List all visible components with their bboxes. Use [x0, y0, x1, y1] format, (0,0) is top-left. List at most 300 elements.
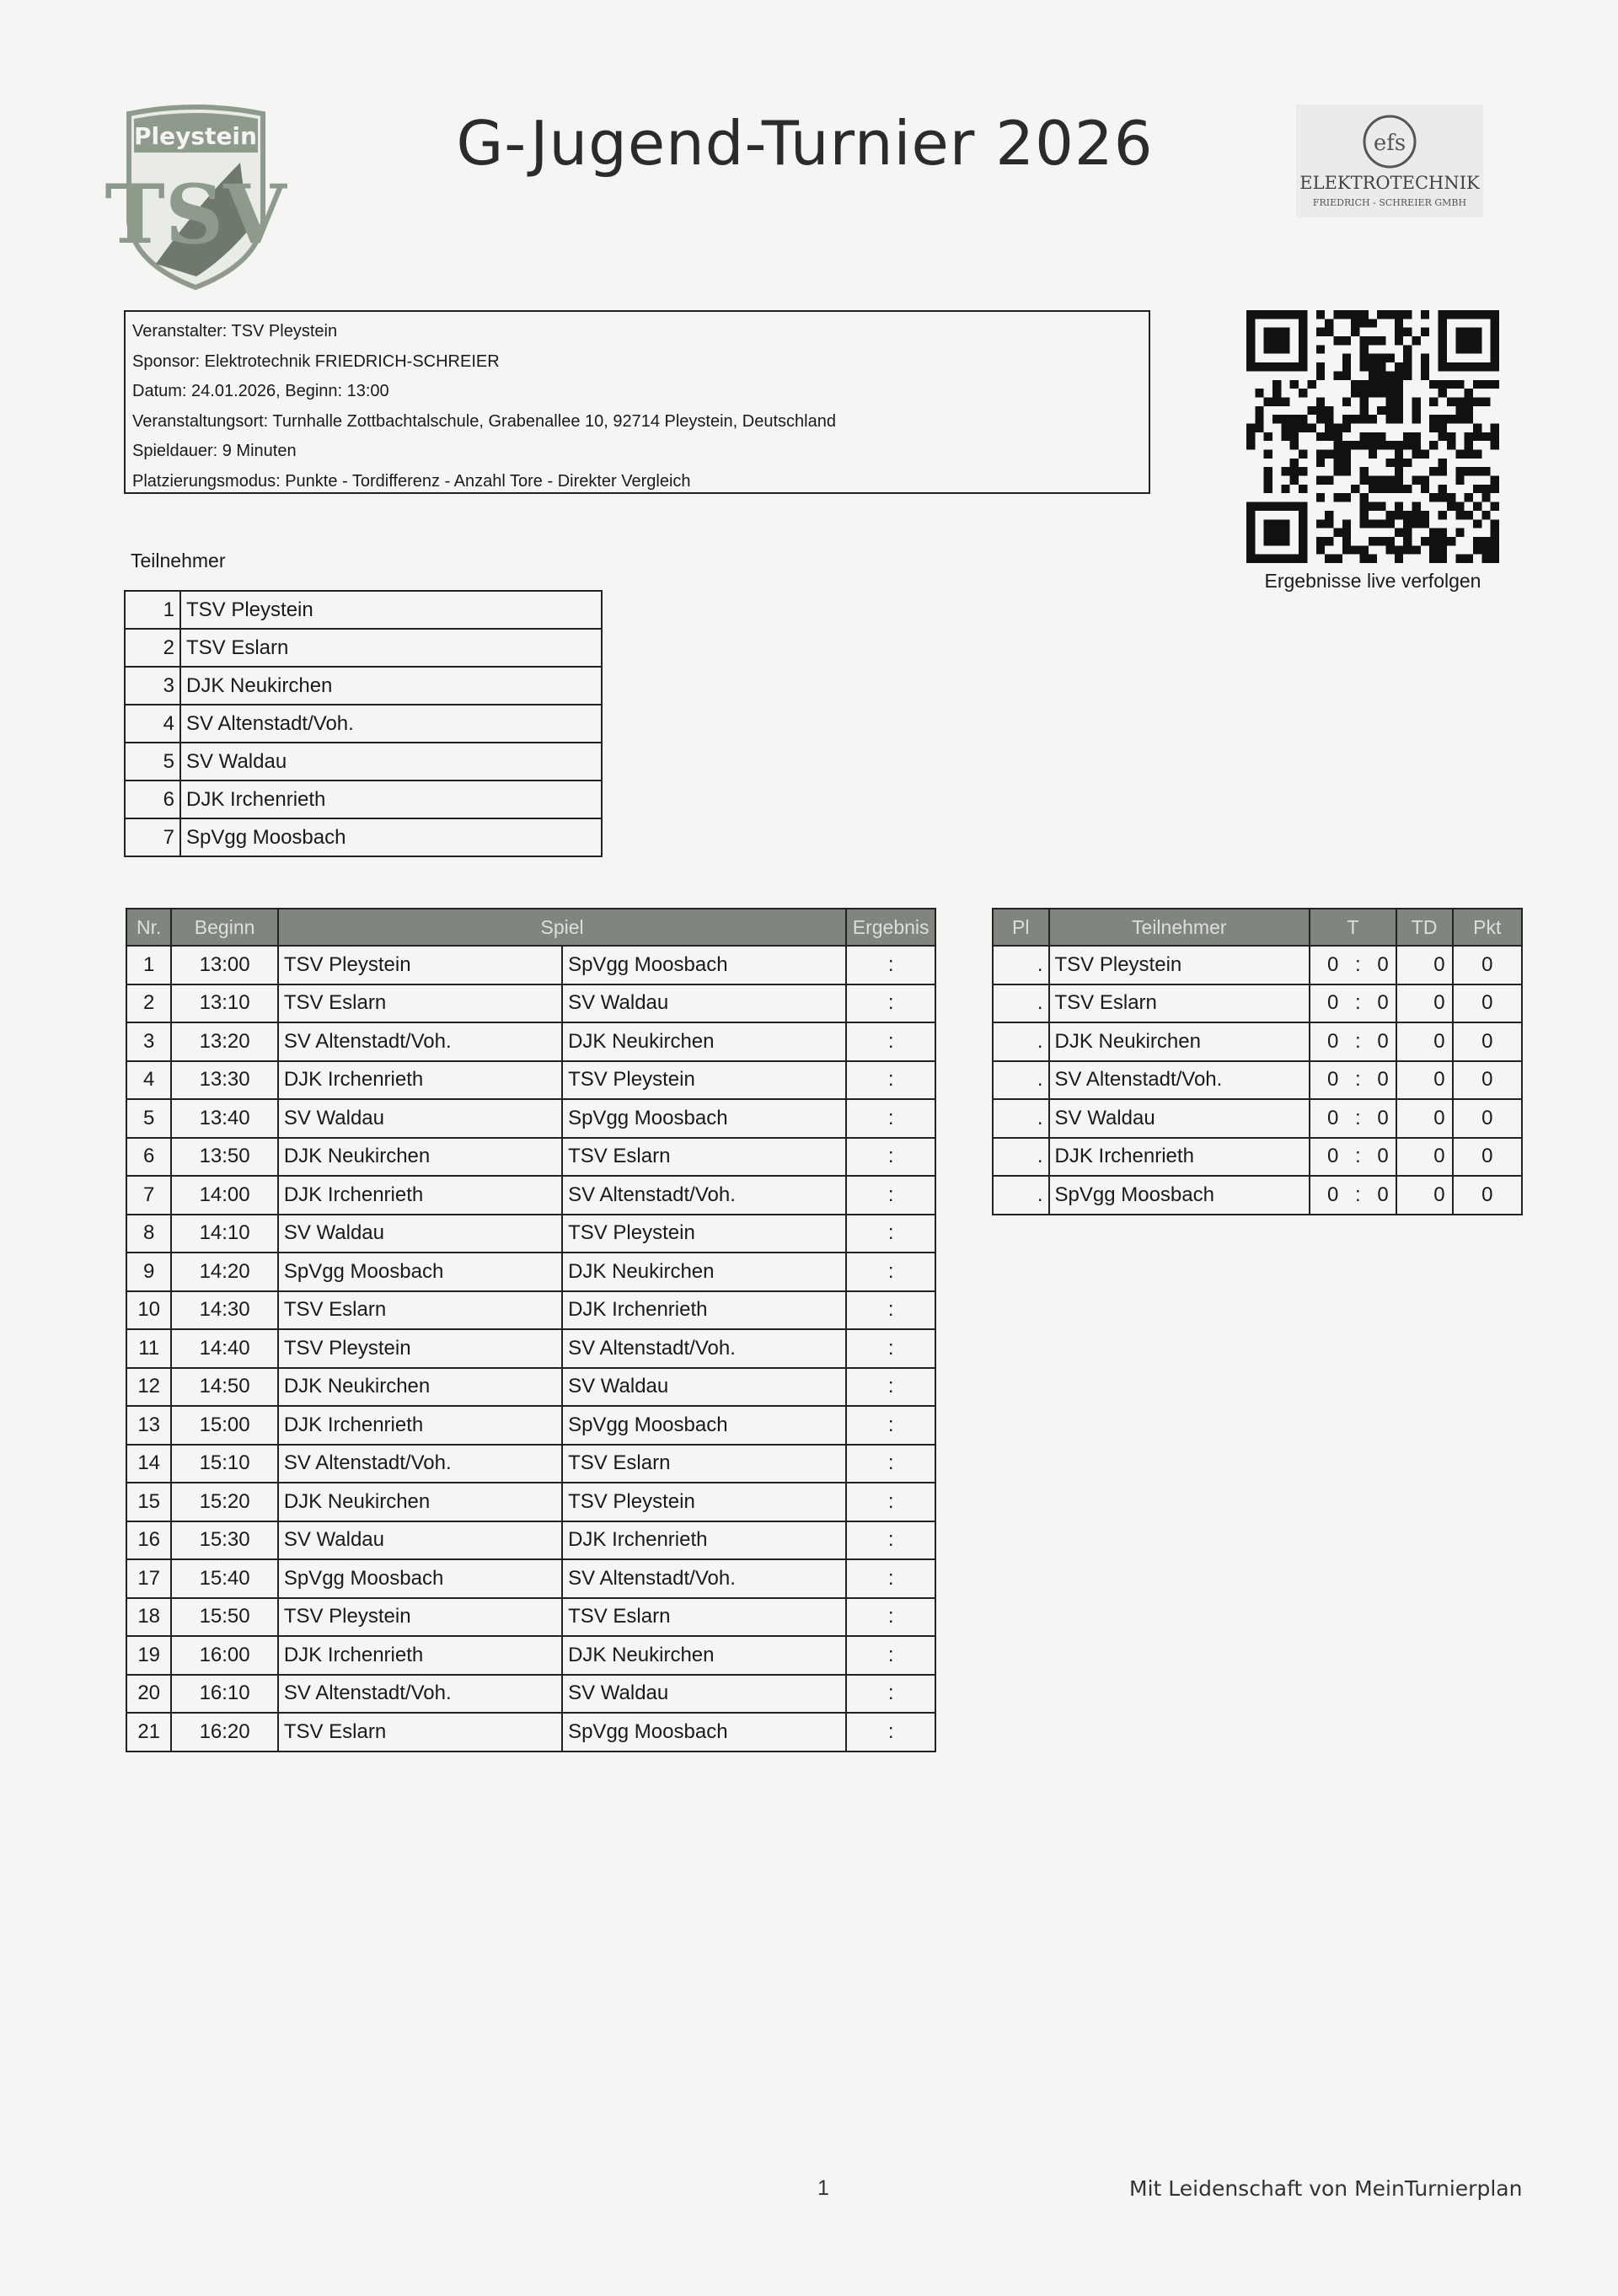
qr-module [1403, 362, 1412, 371]
match-number: 3 [126, 1022, 171, 1061]
standings-goal-difference: 0 [1396, 1022, 1453, 1061]
qr-module [1403, 459, 1412, 467]
match-home-team: TSV Pleystein [278, 1598, 562, 1637]
qr-module [1290, 380, 1299, 389]
goals-against: 0 [1377, 991, 1389, 1015]
qr-module [1359, 502, 1368, 511]
standings-goal-difference: 0 [1396, 1061, 1453, 1100]
qr-module [1272, 397, 1281, 405]
qr-module [1395, 555, 1403, 563]
qr-module [1386, 354, 1395, 362]
qr-module [1465, 406, 1473, 415]
match-home-team: TSV Pleystein [278, 1329, 562, 1368]
standings-goals [1310, 1099, 1396, 1138]
qr-module [1455, 415, 1464, 423]
qr-module [1333, 528, 1342, 537]
qr-module [1439, 528, 1447, 537]
standings-place: . [993, 1176, 1049, 1215]
match-number: 10 [126, 1291, 171, 1330]
qr-module [1255, 415, 1263, 423]
participant-name: TSV Eslarn [180, 629, 602, 667]
qr-module [1412, 397, 1421, 405]
info-spieldauer: Spieldauer: 9 Minuten [132, 442, 297, 460]
standings-header-t: T [1310, 909, 1396, 946]
qr-module [1264, 467, 1272, 475]
qr-module [1325, 406, 1333, 415]
qr-module [1421, 450, 1429, 459]
match-time: 15:50 [171, 1598, 277, 1637]
standings-row [993, 1061, 1522, 1100]
qr-module [1369, 354, 1377, 362]
participants-heading: Teilnehmer [131, 550, 226, 571]
match-home-team: TSV Eslarn [278, 984, 562, 1023]
match-number: 1 [126, 946, 171, 984]
qr-module [1359, 476, 1368, 485]
goals-pair [1310, 953, 1396, 977]
footer-credit: Mit Leidenschaft von MeinTurnierplan [1129, 2176, 1523, 2201]
match-time: 16:10 [171, 1675, 277, 1714]
qr-module [1439, 493, 1447, 502]
qr-module [1342, 459, 1351, 467]
qr-module [1465, 432, 1473, 441]
match-away-team: TSV Eslarn [562, 1138, 846, 1177]
standings-goals [1310, 946, 1396, 984]
match-row [126, 1368, 935, 1407]
match-row [126, 1713, 935, 1752]
match-home-team: SV Waldau [278, 1521, 562, 1560]
qr-module [1447, 537, 1455, 545]
qr-module [1342, 493, 1351, 502]
goals-against: 0 [1377, 1183, 1389, 1206]
qr-module [1455, 450, 1464, 459]
match-home-team: DJK Irchenrieth [278, 1406, 562, 1445]
qr-module [1377, 537, 1385, 545]
qr-module [1377, 406, 1385, 415]
page-title: G-Jugend-Turnier 2026 [456, 108, 1154, 179]
match-away-team: SV Altenstadt/Voh. [562, 1329, 846, 1368]
match-home-team: DJK Neukirchen [278, 1483, 562, 1521]
qr-module [1386, 406, 1395, 415]
qr-module [1386, 380, 1395, 389]
qr-module [1281, 485, 1289, 493]
standings-place: . [993, 1022, 1049, 1061]
qr-module [1299, 415, 1307, 423]
qr-module [1491, 485, 1499, 493]
goals-separator: : [1355, 1183, 1361, 1206]
qr-module [1465, 450, 1473, 459]
qr-module [1333, 493, 1342, 502]
qr-module [1272, 380, 1281, 389]
qr-module [1359, 467, 1368, 475]
qr-module [1395, 415, 1403, 423]
goals-against: 0 [1377, 1145, 1389, 1168]
qr-module [1386, 389, 1395, 397]
qr-module [1491, 502, 1499, 511]
qr-module [1421, 511, 1429, 519]
participant-row [125, 705, 602, 743]
qr-module [1342, 519, 1351, 528]
qr-module [1359, 519, 1368, 528]
qr-module [1369, 371, 1377, 379]
match-time: 14:10 [171, 1215, 277, 1253]
standings-team: SV Waldau [1049, 1099, 1310, 1138]
qr-module [1369, 336, 1377, 345]
qr-module [1386, 537, 1395, 545]
qr-module [1272, 389, 1281, 397]
qr-module [1421, 476, 1429, 485]
qr-module [1447, 493, 1455, 502]
standings-team: SpVgg Moosbach [1049, 1176, 1310, 1215]
qr-caption: Ergebnisse live verfolgen [1264, 570, 1481, 592]
qr-module [1264, 397, 1272, 405]
qr-module [1421, 362, 1429, 371]
qr-module [1395, 511, 1403, 519]
qr-module [1272, 415, 1281, 423]
match-home-team: SV Altenstadt/Voh. [278, 1445, 562, 1483]
qr-module [1403, 310, 1412, 319]
match-away-team: TSV Pleystein [562, 1483, 846, 1521]
match-home-team: SV Waldau [278, 1215, 562, 1253]
match-number: 6 [126, 1138, 171, 1177]
qr-module [1403, 511, 1412, 519]
qr-module [1316, 537, 1325, 545]
qr-module [1369, 432, 1377, 441]
qr-code[interactable] [1246, 310, 1500, 563]
qr-module [1359, 310, 1368, 319]
match-away-team: SV Altenstadt/Voh. [562, 1176, 846, 1215]
match-number: 19 [126, 1636, 171, 1675]
qr-module [1255, 423, 1263, 432]
qr-module [1429, 545, 1438, 554]
qr-module [1377, 336, 1385, 345]
standings-goals [1310, 1176, 1396, 1215]
qr-module [1342, 450, 1351, 459]
qr-module [1439, 555, 1447, 563]
match-away-team: SV Waldau [562, 1675, 846, 1714]
match-number: 17 [126, 1559, 171, 1598]
qr-module [1473, 397, 1481, 405]
standings-row [993, 1138, 1522, 1177]
qr-module [1299, 467, 1307, 475]
qr-module [1316, 397, 1325, 405]
qr-module [1473, 537, 1481, 545]
match-home-team: TSV Eslarn [278, 1713, 562, 1752]
qr-module [1412, 432, 1421, 441]
qr-module [1264, 432, 1272, 441]
goals-separator: : [1355, 991, 1361, 1015]
qr-module [1439, 415, 1447, 423]
qr-module [1429, 380, 1438, 389]
match-home-team: DJK Neukirchen [278, 1138, 562, 1177]
qr-module [1281, 467, 1289, 475]
qr-module [1359, 380, 1368, 389]
qr-module [1342, 310, 1351, 319]
qr-module [1395, 380, 1403, 389]
qr-module [1342, 545, 1351, 554]
qr-module [1299, 485, 1307, 493]
qr-module [1439, 467, 1447, 475]
qr-module [1299, 423, 1307, 432]
standings-goal-difference: 0 [1396, 984, 1453, 1023]
qr-module [1395, 319, 1403, 327]
qr-module [1455, 397, 1464, 405]
qr-module [1299, 389, 1307, 397]
qr-module [1403, 328, 1412, 336]
qr-module [1333, 336, 1342, 345]
qr-module [1412, 476, 1421, 485]
qr-module [1307, 423, 1315, 432]
qr-module [1403, 545, 1412, 554]
standings-points: 0 [1453, 984, 1522, 1023]
qr-module [1316, 362, 1325, 371]
match-row [126, 1598, 935, 1637]
qr-module [1359, 545, 1368, 554]
match-number: 9 [126, 1253, 171, 1291]
qr-module [1421, 519, 1429, 528]
qr-module [1351, 389, 1359, 397]
qr-module [1491, 555, 1499, 563]
qr-module [1359, 345, 1368, 353]
match-away-team: DJK Neukirchen [562, 1253, 846, 1291]
qr-module [1395, 485, 1403, 493]
qr-module [1481, 467, 1490, 475]
match-time: 16:00 [171, 1636, 277, 1675]
qr-module [1316, 545, 1325, 554]
qr-module [1465, 441, 1473, 449]
goals-separator: : [1355, 1029, 1361, 1053]
match-number: 16 [126, 1521, 171, 1560]
qr-module [1439, 537, 1447, 545]
qr-module [1351, 415, 1359, 423]
qr-module [1386, 519, 1395, 528]
qr-module [1386, 485, 1395, 493]
match-row [126, 1215, 935, 1253]
standings-row [993, 1022, 1522, 1061]
participant-name: DJK Neukirchen [180, 667, 602, 705]
qr-module [1447, 415, 1455, 423]
qr-module [1377, 432, 1385, 441]
qr-module [1395, 406, 1403, 415]
qr-module [1316, 415, 1325, 423]
qr-module [1429, 528, 1438, 537]
match-time: 14:40 [171, 1329, 277, 1368]
qr-module [1395, 528, 1403, 537]
qr-module [1412, 545, 1421, 554]
match-row [126, 1061, 935, 1100]
qr-module [1491, 476, 1499, 485]
qr-module [1473, 450, 1481, 459]
qr-module [1377, 371, 1385, 379]
standings-place: . [993, 1138, 1049, 1177]
qr-module [1439, 432, 1447, 441]
qr-module [1333, 450, 1342, 459]
qr-module [1386, 397, 1395, 405]
qr-module [1369, 415, 1377, 423]
qr-module [1351, 380, 1359, 389]
match-row [126, 1291, 935, 1330]
qr-module [1439, 423, 1447, 432]
match-result: : [846, 1138, 935, 1177]
qr-module [1307, 406, 1315, 415]
match-result: : [846, 1521, 935, 1560]
participant-row [125, 743, 602, 781]
qr-finder-inner [1264, 519, 1290, 545]
qr-module [1447, 432, 1455, 441]
match-away-team: SV Altenstadt/Voh. [562, 1559, 846, 1598]
match-number: 15 [126, 1483, 171, 1521]
participant-name: TSV Pleystein [180, 591, 602, 629]
match-result: : [846, 946, 935, 984]
qr-module [1447, 397, 1455, 405]
match-row [126, 1176, 935, 1215]
match-result: : [846, 1713, 935, 1752]
qr-module [1473, 380, 1481, 389]
qr-module [1299, 450, 1307, 459]
qr-module [1473, 485, 1481, 493]
qr-module [1439, 389, 1447, 397]
sponsor-logo [1296, 105, 1483, 217]
sponsor-logo-mark: efs [1373, 131, 1406, 156]
match-result: : [846, 1022, 935, 1061]
schedule-header-begin: Beginn [171, 909, 277, 946]
match-time: 13:00 [171, 946, 277, 984]
qr-module [1281, 397, 1289, 405]
match-row [126, 1253, 935, 1291]
qr-module [1333, 423, 1342, 432]
participants-table [124, 590, 603, 857]
qr-module [1421, 328, 1429, 336]
match-number: 13 [126, 1406, 171, 1445]
match-time: 14:50 [171, 1368, 277, 1407]
match-time: 14:00 [171, 1176, 277, 1215]
qr-module [1342, 354, 1351, 362]
qr-module [1473, 467, 1481, 475]
schedule-header-ergebnis: Ergebnis [846, 909, 935, 946]
qr-module [1325, 519, 1333, 528]
match-home-team: SV Altenstadt/Voh. [278, 1022, 562, 1061]
qr-module [1395, 389, 1403, 397]
qr-module [1369, 389, 1377, 397]
goals-against: 0 [1377, 952, 1389, 976]
match-result: : [846, 1329, 935, 1368]
qr-module [1264, 485, 1272, 493]
qr-module [1465, 555, 1473, 563]
standings-goals [1310, 984, 1396, 1023]
qr-module [1395, 371, 1403, 379]
standings-header-pkt: Pkt [1453, 909, 1522, 946]
qr-module [1429, 423, 1438, 432]
qr-module [1395, 502, 1403, 511]
standings-points: 0 [1453, 1176, 1522, 1215]
participant-number: 4 [125, 705, 180, 743]
match-away-team: SV Waldau [562, 1368, 846, 1407]
qr-module [1351, 310, 1359, 319]
info-ort: Veranstaltungsort: Turnhalle Zottbachtalschule, Grabenallee 10, 92714 Pleystein, Deutschland [132, 411, 836, 431]
participant-row [125, 667, 602, 705]
participant-name: DJK Irchenrieth [180, 781, 602, 818]
schedule-table [126, 908, 936, 1752]
match-away-team: TSV Pleystein [562, 1061, 846, 1100]
qr-module [1439, 459, 1447, 467]
match-home-team: SpVgg Moosbach [278, 1559, 562, 1598]
standings-place: . [993, 946, 1049, 984]
standings-place: . [993, 1061, 1049, 1100]
match-away-team: SpVgg Moosbach [562, 946, 846, 984]
match-result: : [846, 1406, 935, 1445]
qr-module [1377, 389, 1385, 397]
match-time: 16:20 [171, 1713, 277, 1752]
match-number: 20 [126, 1675, 171, 1714]
match-row [126, 1521, 935, 1560]
match-time: 13:50 [171, 1138, 277, 1177]
match-home-team: DJK Irchenrieth [278, 1061, 562, 1100]
match-time: 13:10 [171, 984, 277, 1023]
qr-module [1403, 519, 1412, 528]
qr-module [1316, 371, 1325, 379]
qr-module [1377, 310, 1385, 319]
qr-module [1359, 319, 1368, 327]
qr-module [1281, 432, 1289, 441]
match-home-team: SV Altenstadt/Voh. [278, 1675, 562, 1714]
qr-module [1395, 545, 1403, 554]
qr-module [1473, 432, 1481, 441]
qr-module [1395, 467, 1403, 475]
qr-module [1290, 467, 1299, 475]
qr-module [1386, 459, 1395, 467]
qr-module [1395, 441, 1403, 449]
qr-module [1359, 336, 1368, 345]
standings-table [992, 908, 1523, 1215]
qr-module [1403, 432, 1412, 441]
qr-module [1403, 485, 1412, 493]
match-result: : [846, 1483, 935, 1521]
qr-module [1455, 502, 1464, 511]
qr-module [1369, 450, 1377, 459]
info-modus: Platzierungsmodus: Punkte - Tordifferenz - Anzahl Tore - Direkter Vergleich [132, 471, 691, 491]
match-number: 7 [126, 1176, 171, 1215]
match-home-team: DJK Neukirchen [278, 1368, 562, 1407]
match-home-team: SV Waldau [278, 1099, 562, 1138]
qr-module [1316, 310, 1325, 319]
qr-module [1325, 537, 1333, 545]
goals-for: 0 [1327, 952, 1339, 976]
qr-module [1369, 319, 1377, 327]
standings-header-pl: Pl [993, 909, 1049, 946]
goals-pair [1310, 1030, 1396, 1054]
qr-module [1316, 493, 1325, 502]
qr-module [1386, 441, 1395, 449]
qr-module [1473, 545, 1481, 554]
participant-number: 7 [125, 818, 180, 856]
qr-module [1377, 476, 1385, 485]
qr-module [1255, 389, 1263, 397]
goals-for: 0 [1327, 991, 1339, 1015]
standings-points: 0 [1453, 1061, 1522, 1100]
qr-module [1333, 459, 1342, 467]
qr-module [1481, 485, 1490, 493]
qr-module [1412, 415, 1421, 423]
match-result: : [846, 1061, 935, 1100]
qr-module [1465, 467, 1473, 475]
match-result: : [846, 1445, 935, 1483]
goals-pair [1310, 991, 1396, 1015]
qr-module [1369, 380, 1377, 389]
qr-module [1290, 432, 1299, 441]
qr-module [1429, 467, 1438, 475]
participant-row [125, 818, 602, 856]
match-result: : [846, 1675, 935, 1714]
qr-module [1439, 545, 1447, 554]
